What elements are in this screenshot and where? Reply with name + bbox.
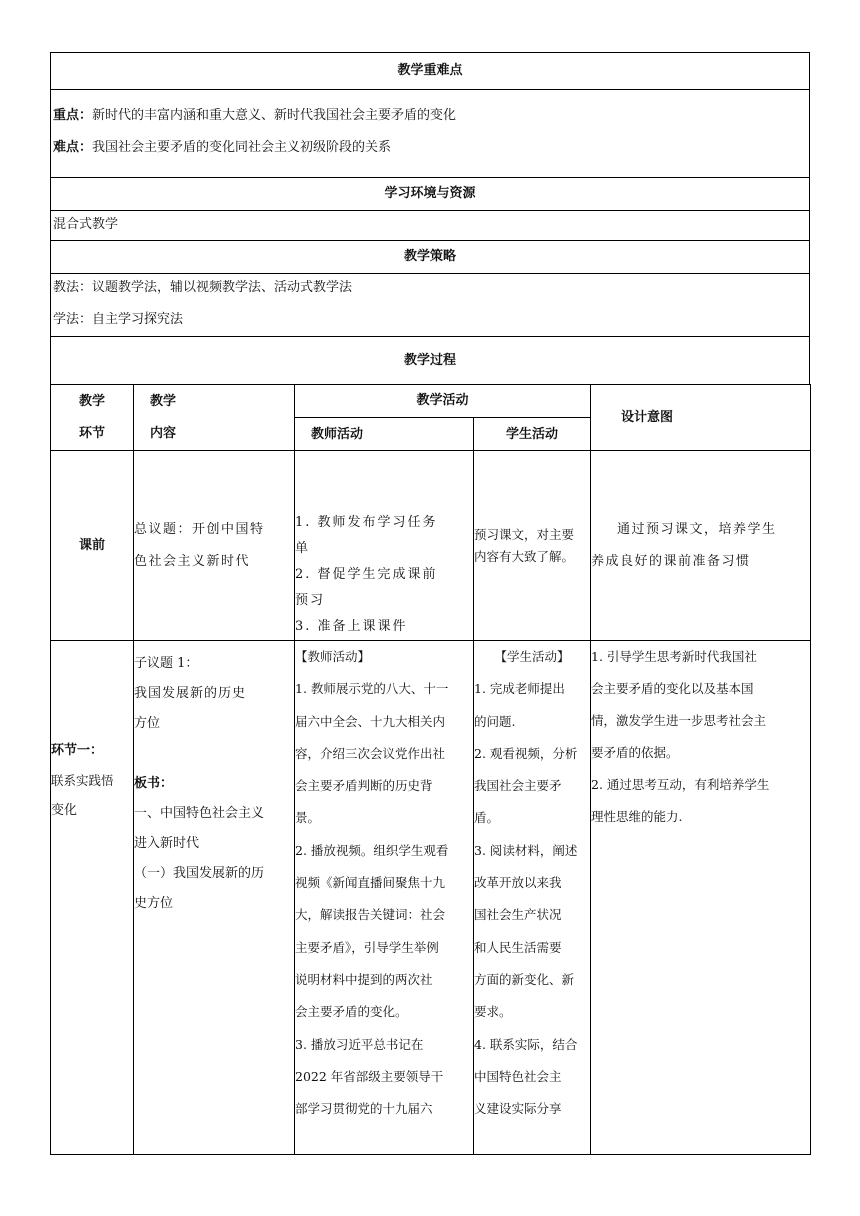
content-link1-line: 我国发展新的历史 xyxy=(134,686,247,701)
student-link1-line: 和人民生活需要 xyxy=(474,939,562,955)
teacher-link1-line: 大，解读报告关键词：社会 xyxy=(295,907,446,923)
student-link1-line: 【学生活动】 xyxy=(494,649,570,664)
intent-pre xyxy=(591,451,811,641)
lesson-plan-page xyxy=(50,52,810,1156)
student-link1-line: 国社会生产状况 xyxy=(474,907,562,923)
student-link1-line: 要求。 xyxy=(474,1004,512,1020)
process-table xyxy=(50,384,811,1155)
content-link1-line: （一）我国发展新的历 xyxy=(134,866,265,881)
student-link1 xyxy=(474,641,591,1155)
teacher-header: 教师活动 xyxy=(295,418,474,451)
teacher-pre-line: 单 xyxy=(295,541,311,556)
content-link1-line: 子议题 1： xyxy=(134,656,199,671)
student-link1-line: 义建设实际分享 xyxy=(474,1101,562,1117)
content-header-line2: 内容 xyxy=(150,425,177,441)
teacher-link1-line: 1. 教师展示党的八大、十一 xyxy=(295,681,449,697)
intent-link1-line: 1. 引导学生思考新时代我国社 xyxy=(591,649,757,664)
strategy-header: 教学策略 xyxy=(403,249,456,264)
content-pre-line: 总议题：开创中国特 xyxy=(134,521,265,537)
key-point-line xyxy=(51,100,809,132)
student-pre xyxy=(474,451,591,641)
teacher-link1-line: 会主要矛盾的变化。 xyxy=(295,1004,408,1020)
teacher-link1-line: 2. 播放视频。组织学生观看 xyxy=(295,842,449,858)
content-pre-line: 色社会主义新时代 xyxy=(134,553,251,569)
teacher-pre-line: 预习 xyxy=(295,593,326,608)
content-link1-line: 方位 xyxy=(134,716,161,731)
intent-link1-line: 会主要矛盾的变化以及基本国 xyxy=(591,681,754,696)
teacher-pre-line: 3. 准备上课课件 xyxy=(295,619,408,634)
student-link1-line: 3. 阅读材料，阐述 xyxy=(474,842,578,858)
teacher-link1 xyxy=(295,641,474,1155)
teacher-link1-line: 会主要矛盾判断的历史背 xyxy=(295,778,433,794)
intent-link1-line: 要矛盾的依据。 xyxy=(591,745,679,760)
strategy-body xyxy=(50,272,810,337)
student-link1-line: 中国特色社会主 xyxy=(474,1068,562,1084)
difficult-label: 难点： xyxy=(53,140,93,155)
intent-header: 设计意图 xyxy=(591,385,811,451)
difficult-point-line xyxy=(51,132,809,164)
intent-pre-line: 养成良好的课前准备习惯 xyxy=(591,553,751,569)
student-pre-line: 预习课文，对主要 xyxy=(474,526,575,542)
content-link1-line: 一、中国特色社会主义 xyxy=(134,806,265,821)
intent-link1 xyxy=(591,641,811,1155)
teacher-link1-line: 说明材料中提到的两次社 xyxy=(295,971,433,987)
content-link1-line: 史方位 xyxy=(134,896,174,911)
learning-method: 学法：自主学习探究法 xyxy=(53,312,184,327)
intent-link1-line: 2. 通过思考互动，有利培养学生 xyxy=(591,777,770,792)
teaching-method: 教法：议题教学法，辅以视频教学法、活动式教学法 xyxy=(53,280,353,295)
stage-link1 xyxy=(51,641,134,1155)
env-header: 学习环境与资源 xyxy=(384,186,476,201)
teacher-link1-line: 3. 播放习近平总书记在 xyxy=(295,1036,424,1052)
content-pre xyxy=(134,451,295,641)
teacher-link1-line: 【教师活动】 xyxy=(295,649,371,664)
intent-link1-line: 理性思维的能力. xyxy=(591,809,683,824)
teacher-link1-line: 部学习贯彻党的十九届六 xyxy=(295,1101,433,1117)
content-header xyxy=(134,385,295,451)
key-label: 重点： xyxy=(53,108,93,123)
process-header: 教学过程 xyxy=(403,353,456,368)
teacher-link1-line: 视频《新闻直播间聚焦十九 xyxy=(295,875,446,891)
content-link1-line: 进入新时代 xyxy=(134,836,200,851)
difficult-text: 我国社会主要矛盾的变化同社会主义初级阶段的关系 xyxy=(92,140,392,155)
teacher-link1-line: 景。 xyxy=(295,810,321,826)
student-link1-line: 1. 完成老师提出 xyxy=(474,681,565,697)
teacher-pre-line: 1. 教师发布学习任务 xyxy=(295,515,438,530)
teacher-pre xyxy=(295,451,474,641)
env-header-cell xyxy=(50,177,810,211)
stage-link1-line: 联系实践悟 xyxy=(51,773,114,788)
student-header: 学生活动 xyxy=(474,418,591,451)
strategy-header-cell xyxy=(50,240,810,274)
stage-header-line1: 教学 xyxy=(78,393,105,409)
stage-link1-title: 环节一： xyxy=(51,743,104,758)
key-points-header-cell xyxy=(50,52,810,90)
env-text: 混合式教学 xyxy=(53,217,119,232)
key-points-body xyxy=(50,88,810,178)
student-link1-line: 4. 联系实际，结合 xyxy=(474,1036,578,1052)
content-link1-line xyxy=(134,739,294,769)
teacher-link1-line: 容，介绍三次会议党作出社 xyxy=(295,745,446,761)
student-link1-line: 方面的新变化、新 xyxy=(474,971,575,987)
student-link1-line: 盾。 xyxy=(474,810,500,826)
student-link1-line: 改革开放以来我 xyxy=(474,875,562,891)
activity-header: 教学活动 xyxy=(295,385,591,418)
content-header-line1: 教学 xyxy=(150,393,177,409)
teacher-link1-line: 主要矛盾》，引导学生举例 xyxy=(295,939,439,955)
stage-header-line2: 环节 xyxy=(78,425,105,441)
content-link1 xyxy=(134,641,295,1155)
teacher-link1-line: 2022 年省部级主要领导干 xyxy=(295,1068,444,1084)
process-header-cell xyxy=(50,336,810,385)
content-link1-line: 板书： xyxy=(134,776,174,791)
student-link1-line: 2. 观看视频，分析 xyxy=(474,745,578,761)
stage-header xyxy=(51,385,134,451)
student-link1-line: 的问题. xyxy=(474,713,516,729)
student-pre-line: 内容有大致了解。 xyxy=(474,548,575,564)
key-points-header: 教学重难点 xyxy=(397,63,463,78)
intent-link1-line: 情，激发学生进一步思考社会主 xyxy=(591,713,767,728)
teacher-link1-line: 届六中全会、十九大相关内 xyxy=(295,713,446,729)
stage-pre: 课前 xyxy=(51,451,134,641)
env-body xyxy=(50,209,810,241)
intent-pre-line: 通过预习课文，培养学生 xyxy=(617,521,777,537)
student-link1-line: 我国社会主要矛 xyxy=(474,778,562,794)
teacher-pre-line: 2. 督促学生完成课前 xyxy=(295,567,438,582)
key-text: 新时代的丰富内涵和重大意义、新时代我国社会主要矛盾的变化 xyxy=(92,108,457,123)
stage-link1-line: 变化 xyxy=(51,803,78,818)
